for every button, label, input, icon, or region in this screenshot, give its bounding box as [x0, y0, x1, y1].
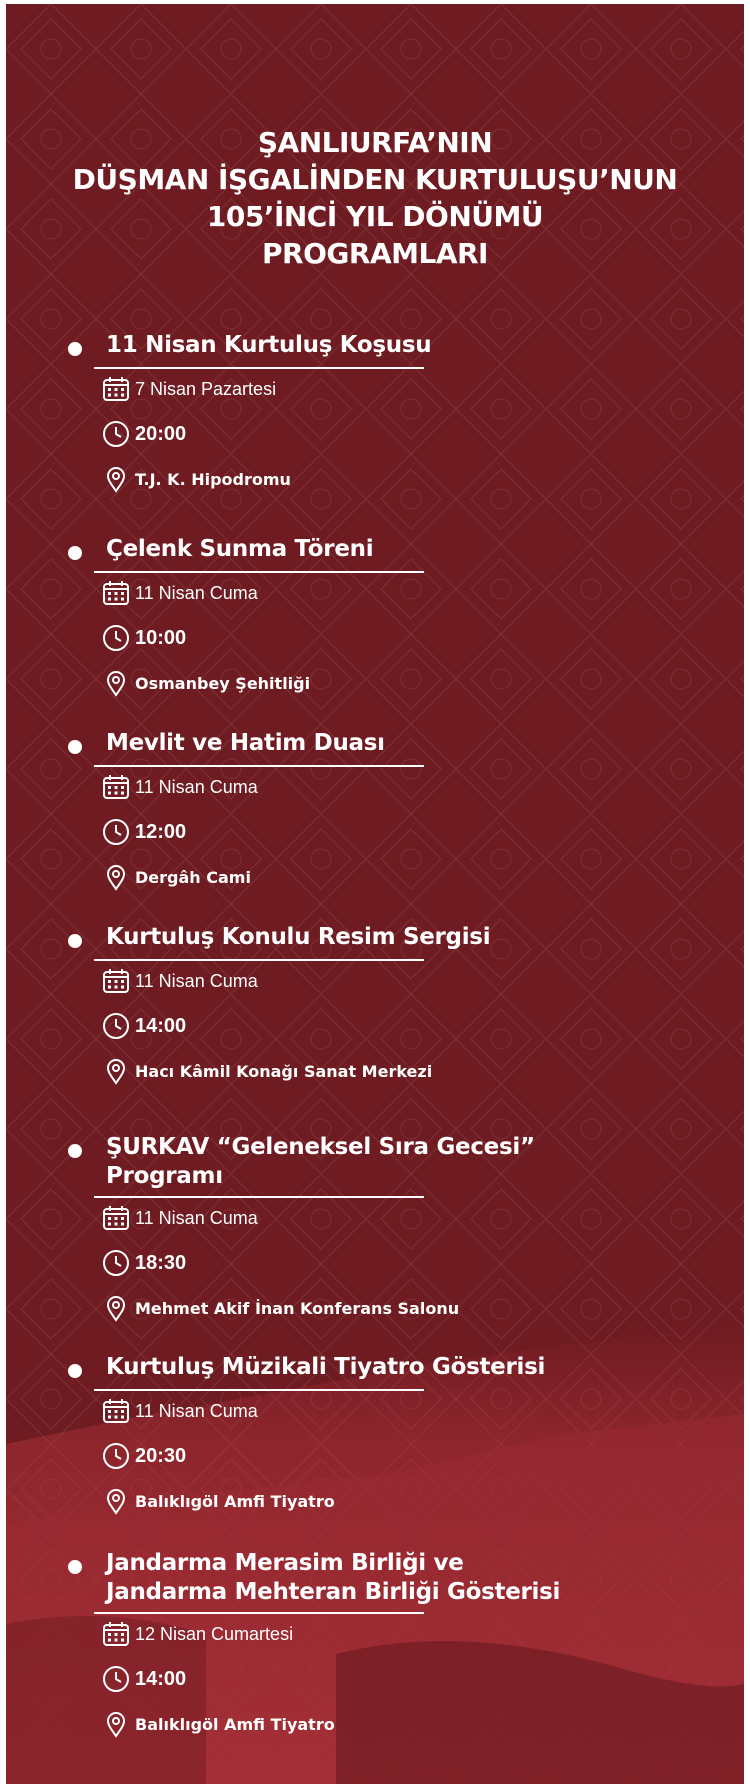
event-location: [101, 1056, 432, 1086]
event-title: [106, 923, 736, 952]
event-location-text: Dergâh Cami: [135, 867, 251, 887]
event-title-line: 11 Nisan Kurtuluş Koşusu: [106, 332, 432, 358]
event-title: [106, 1549, 736, 1607]
location-pin-icon: [101, 464, 131, 494]
event-time-text: 20:00: [135, 422, 187, 445]
event-title-line: Mevlit ve Hatim Duası: [106, 730, 385, 756]
event-title-line: Programı: [106, 1163, 223, 1189]
bullet-icon: [68, 1144, 82, 1158]
event-date: [101, 1396, 258, 1426]
event-time-text: 18:30: [135, 1251, 187, 1274]
bullet-icon: [68, 342, 82, 356]
event-location: [101, 1486, 335, 1516]
event-title-line: Çelenk Sunma Töreni: [106, 536, 374, 562]
event-time: [101, 1248, 186, 1278]
event-title-line: Jandarma Mehteran Birliği Gösterisi: [106, 1579, 561, 1605]
clock-icon: [101, 623, 131, 653]
event-time-text: 10:00: [135, 626, 187, 649]
page-title: [6, 124, 744, 272]
event-location-text: Mehmet Akif İnan Konferans Salonu: [135, 1298, 460, 1318]
event-time-text: 12:00: [135, 820, 187, 843]
event-date-text: 12 Nisan Cumartesi: [135, 1623, 294, 1644]
calendar-icon: [101, 966, 131, 996]
event-title-line: Kurtuluş Müzikali Tiyatro Gösterisi: [106, 1354, 546, 1380]
event-location: [101, 668, 310, 698]
event-time: [101, 817, 186, 847]
event-title: [106, 535, 736, 564]
calendar-icon: [101, 578, 131, 608]
event-location-text: Balıklıgöl Amfi Tiyatro: [135, 1491, 335, 1511]
event-location-text: Hacı Kâmil Konağı Sanat Merkezi: [135, 1061, 433, 1081]
event-title: [106, 729, 736, 758]
event-time: [101, 623, 186, 653]
location-pin-icon: [101, 1486, 131, 1516]
divider: [94, 959, 424, 961]
location-pin-icon: [101, 862, 131, 892]
event-date-text: 11 Nisan Cuma: [135, 1207, 258, 1228]
event-date-text: 11 Nisan Cuma: [135, 1400, 258, 1421]
event-location: [101, 1709, 335, 1739]
clock-icon: [101, 1664, 131, 1694]
location-pin-icon: [101, 1056, 131, 1086]
event-title-line: Jandarma Merasim Birliği ve: [106, 1550, 464, 1576]
event-time: [101, 1664, 186, 1694]
bullet-icon: [68, 1364, 82, 1378]
divider: [94, 765, 424, 767]
bullet-icon: [68, 740, 82, 754]
event-location: [101, 464, 291, 494]
event-date: [101, 966, 258, 996]
divider: [94, 1389, 424, 1391]
divider: [94, 367, 424, 369]
event-title-line: Kurtuluş Konulu Resim Sergisi: [106, 924, 491, 950]
calendar-icon: [101, 1203, 131, 1233]
bullet-icon: [68, 934, 82, 948]
divider: [94, 571, 424, 573]
bullet-icon: [68, 1560, 82, 1574]
event-date-text: 11 Nisan Cuma: [135, 776, 258, 797]
divider: [94, 1612, 424, 1614]
event-time-text: 14:00: [135, 1014, 187, 1037]
location-pin-icon: [101, 1709, 131, 1739]
calendar-icon: [101, 1396, 131, 1426]
event-title: [106, 1353, 736, 1382]
event-title: [106, 1133, 736, 1191]
location-pin-icon: [101, 1293, 131, 1323]
clock-icon: [101, 1011, 131, 1041]
divider: [94, 1196, 424, 1198]
calendar-icon: [101, 772, 131, 802]
event-date: [101, 374, 276, 404]
event-time-text: 14:00: [135, 1667, 187, 1690]
event-location-text: Osmanbey Şehitliği: [135, 673, 311, 693]
title-line: DÜŞMAN İŞGALİNDEN KURTULUŞU’NUN: [72, 163, 678, 196]
clock-icon: [101, 419, 131, 449]
event-time: [101, 1441, 186, 1471]
event-time: [101, 1011, 186, 1041]
calendar-icon: [101, 1619, 131, 1649]
clock-icon: [101, 1248, 131, 1278]
event-title: [106, 331, 736, 360]
event-location-text: T.J. K. Hipodromu: [135, 469, 291, 489]
clock-icon: [101, 817, 131, 847]
bullet-icon: [68, 546, 82, 560]
program-poster: [6, 4, 744, 1784]
title-line: 105’İNCİ YIL DÖNÜMÜ: [206, 200, 544, 233]
event-date: [101, 772, 258, 802]
event-date-text: 7 Nisan Pazartesi: [135, 378, 277, 399]
event-title-line: ŞURKAV “Geleneksel Sıra Gecesi”: [106, 1134, 535, 1160]
title-line: PROGRAMLARI: [262, 237, 488, 270]
event-date: [101, 1619, 293, 1649]
event-location: [101, 862, 251, 892]
title-line: ŞANLIURFA’NIN: [257, 126, 493, 159]
clock-icon: [101, 1441, 131, 1471]
event-time: [101, 419, 186, 449]
event-location-text: Balıklıgöl Amfi Tiyatro: [135, 1714, 335, 1734]
event-date-text: 11 Nisan Cuma: [135, 970, 258, 991]
event-time-text: 20:30: [135, 1444, 187, 1467]
event-location: [101, 1293, 459, 1323]
location-pin-icon: [101, 668, 131, 698]
event-date: [101, 578, 258, 608]
event-date: [101, 1203, 258, 1233]
event-date-text: 11 Nisan Cuma: [135, 582, 258, 603]
calendar-icon: [101, 374, 131, 404]
